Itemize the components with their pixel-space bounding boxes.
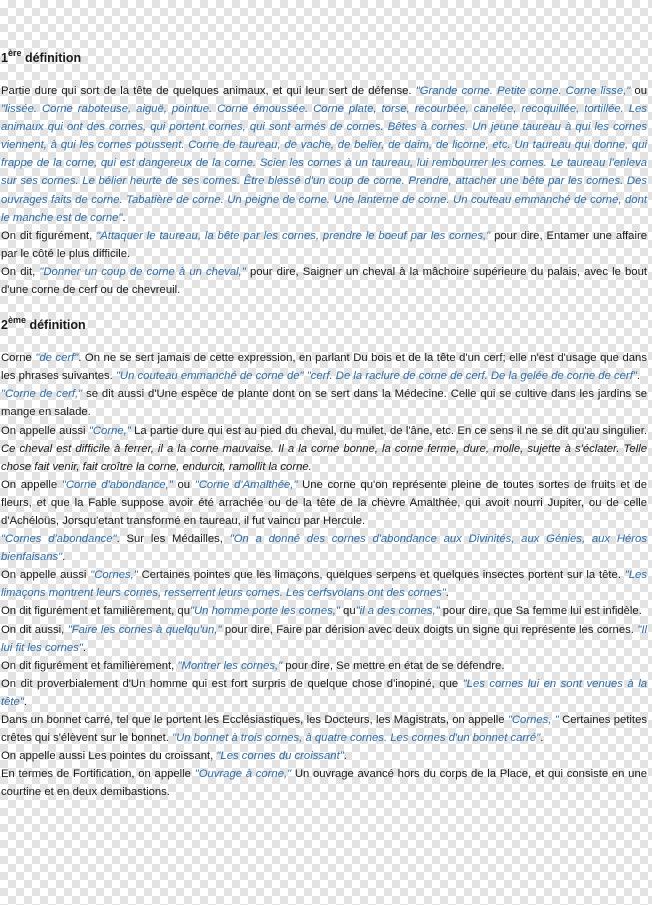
text-segment: On appelle aussi Les pointes du croissant, (1, 750, 217, 763)
text-segment: On dit aussi, (1, 623, 68, 636)
quoted-example: "Les cornes du croissant" (216, 750, 344, 763)
text-segment: . (445, 587, 449, 600)
text-segment: . (62, 551, 66, 564)
quoted-example: "Il lui fit les cornes" (1, 623, 647, 654)
quoted-example: "Les limaçons montrent leurs cornes, resserrent leurs cornes. Les cerfsvolans ont des cornes" (1, 569, 647, 600)
quoted-example: "Ouvrage à corne," (194, 768, 292, 781)
text-segment: Partie dure qui sort de la tête de quelques animaux, et qui leur sert de défense. (1, 85, 416, 97)
quoted-example: "Cornes, " (507, 714, 559, 726)
quoted-example: "de cerf" (35, 352, 79, 365)
paragraph (1, 675, 647, 711)
text-segment: Certaines petites crêtes qui s'élèvent sur le bonnet. (1, 714, 648, 745)
paragraph (1, 476, 647, 530)
text-segment: On dit proverbialement d'Un homme qui est fort surpris de quelque chose d'inopiné, que (1, 677, 463, 690)
paragraph (1, 349, 647, 385)
quoted-example: "Corne d'Amalthée," (194, 478, 298, 491)
paragraph (1, 621, 647, 657)
quoted-example: "Un couteau emmanché de corne de" "cerf. De la raclure de corne de cerf. De la gelée de corne de cerf" (115, 370, 637, 383)
ordinal-suffix: ème (7, 315, 26, 326)
text-segment: . (122, 211, 126, 224)
text-segment: . (23, 695, 27, 708)
text-segment: ou (172, 478, 195, 491)
quoted-example: "Les cornes lui en sont venues à la tête" (1, 677, 648, 708)
text-segment: Dans un bonnet carré, tel que le portent les Ecclésiastiques, les Docteurs, les Magistrats, on appelle (1, 714, 508, 726)
quoted-example: "Corne," (88, 424, 131, 437)
paragraph (1, 385, 647, 421)
definition-2-body (1, 349, 647, 801)
ordinal-suffix: ère (7, 48, 22, 58)
text-segment: . Sur les Médailles, (116, 533, 230, 546)
paragraph (1, 566, 647, 602)
quoted-example: "Grande corne. Petite corne. Corne lisse," (415, 85, 631, 97)
quoted-example: "Cornes d'abondance" (1, 533, 117, 546)
definition-label: définition (21, 51, 82, 65)
text-segment: On appelle aussi (1, 424, 89, 437)
paragraph (1, 602, 647, 620)
quoted-example: "lissée. Corne raboteuse, aiguë, pointue. Corne émoussée. Corne plate, torse, recourbée, canelée, recoquillée, tortillée. Les animaux qui ont des cornes, qui portent cornes, qui sont armés de cornes. Bêtes à cornes. Un jeune taureau à qui les cornes viennent, à qui les cornes poussent. Corne de taureau, de vache, de belier, de daim, de licorne, etc. Un taureau qui donne, qui frappe de la corne, qui est dangereux de la corne. Scier les cornes à un taureau, lui rembourrer les cornes. Le taureau l'enleva sur ses cornes. Le bélier heurte de ses cornes. Être blessé d'un coup de corne. Prendre, attacher une bête par les cornes. Des ouvrages faits de corne. Tabatière de corne. Un peigne de corne. Une lanterne de corne. Un couteau emmanché de corne, dont le manche est de corne" (1, 103, 647, 224)
definition-label: définition (25, 318, 86, 333)
text-segment: La partie dure qui est au pied du cheval, du mulet, de l'âne, etc. En ce sens il ne se dit qu'au singulier. (130, 424, 647, 437)
text-segment: se dit aussi d'Une espèce de plante dont on se sert dans la Médecine. Celle qui se cultive dans les jardins se mange en salade. (1, 388, 647, 419)
text-segment: On appelle aussi (1, 569, 91, 582)
text-segment: On dit figurément et familièrement, qu (1, 605, 190, 618)
paragraph (1, 711, 647, 747)
text-segment: Une corne qu'on représente pleine de toutes sortes de fruits et de fleurs, et que la Fable suppose avoir été arrachée ou de la tête de la chèvre Amalthée, qui avoit nourri Jupiter, ou de celle d'Achéloüs, Jorsqu'etant transformé en taureau, il fut vaincu par Hercule. (1, 478, 648, 527)
quoted-example: "Un homme porte les cornes," (190, 605, 340, 618)
text-segment: On dit figurément, (1, 229, 97, 242)
text-segment: pour dire, Entamer une affaire par le côté le plus difficile. (1, 229, 648, 260)
text-segment: ou (630, 85, 647, 97)
text-segment: . (540, 732, 544, 745)
paragraph (1, 657, 647, 675)
quoted-example: "On a donné des cornes d'abondance aux Divinités, aux Génies, aux Héros bienfaisans" (1, 533, 647, 564)
text-segment: pour dire, Se mettre en état de se défendre. (282, 659, 505, 672)
text-segment: En termes de Fortification, on appelle (1, 768, 195, 781)
text-segment: pour dire, Faire par dérision avec deux doigts un signe qui représente les cornes. (221, 623, 638, 636)
paragraph (1, 747, 647, 765)
text-segment: pour dire, que Sa femme lui est infidèle. (439, 605, 642, 618)
text-segment: . (636, 370, 640, 383)
italic-text: Ce cheval est difficile à ferrer, il a la corne mauvaise. Il a la corne bonne, la corne ferme, dure, molle, sujette à s'éclater. Telle chose fait venir, fait croître la corne, endurcit, ramollit la corne. (1, 442, 647, 473)
text-segment: Certaines pointes que les limaçons, quelques serpens et quelques insectes portent sur la tête. (137, 569, 625, 582)
quoted-example: "Faire les cornes à quelqu'un," (67, 623, 222, 636)
text-segment: . (343, 750, 347, 763)
quoted-example: "Corne de cerf," (1, 388, 83, 401)
definition-number: 2 (1, 318, 8, 333)
definition-2-heading (1, 316, 647, 334)
definition-1-body (1, 82, 647, 299)
text-segment: On appelle (1, 478, 62, 491)
text-segment: Un ouvrage avancé hors du corps de la Place, et qui consiste en une courtine et en deux demibastions. (1, 768, 648, 799)
text-segment: . On ne se sert jamais de cette expression, en parlant Du bois et de la tête d'un cerf; elle n'est d'usage que dans les phrases suivantes. (1, 352, 647, 383)
quoted-example: "Un bonnet à trois cornes, à quatre cornes. Les cornes d'un bonnet carré" (172, 732, 541, 745)
quoted-example: "Montrer les cornes," (177, 659, 283, 672)
paragraph (1, 422, 647, 476)
quoted-example: "il a des cornes," (355, 605, 440, 618)
text-segment: . (82, 641, 87, 654)
paragraph (1, 263, 647, 299)
paragraph (1, 530, 647, 566)
text-segment: Corne (1, 352, 36, 365)
quoted-example: "Corne d'abondance," (61, 478, 173, 491)
quoted-example: "Cornes," (90, 569, 138, 582)
paragraph (1, 82, 647, 227)
quoted-example: "Attaquer le taureau, la bête par les cornes, prendre le boeuf par les cornes," (96, 229, 491, 242)
definition-number: 1 (1, 51, 8, 65)
text-segment: pour dire, Saigner un cheval à la mâchoire supérieure du palais, avec le bout d'une corne de cerf ou de chevreuil. (1, 265, 648, 297)
text-segment: On dit figurément et familièrement, (1, 659, 178, 672)
document-page (1, 0, 647, 801)
text-segment: On dit, (1, 265, 40, 278)
paragraph (1, 227, 647, 263)
quoted-example: "Donner un coup de corne à un cheval," (39, 265, 246, 278)
definition-1-heading (1, 0, 647, 67)
paragraph (1, 765, 647, 801)
text-segment: qu (339, 605, 356, 618)
